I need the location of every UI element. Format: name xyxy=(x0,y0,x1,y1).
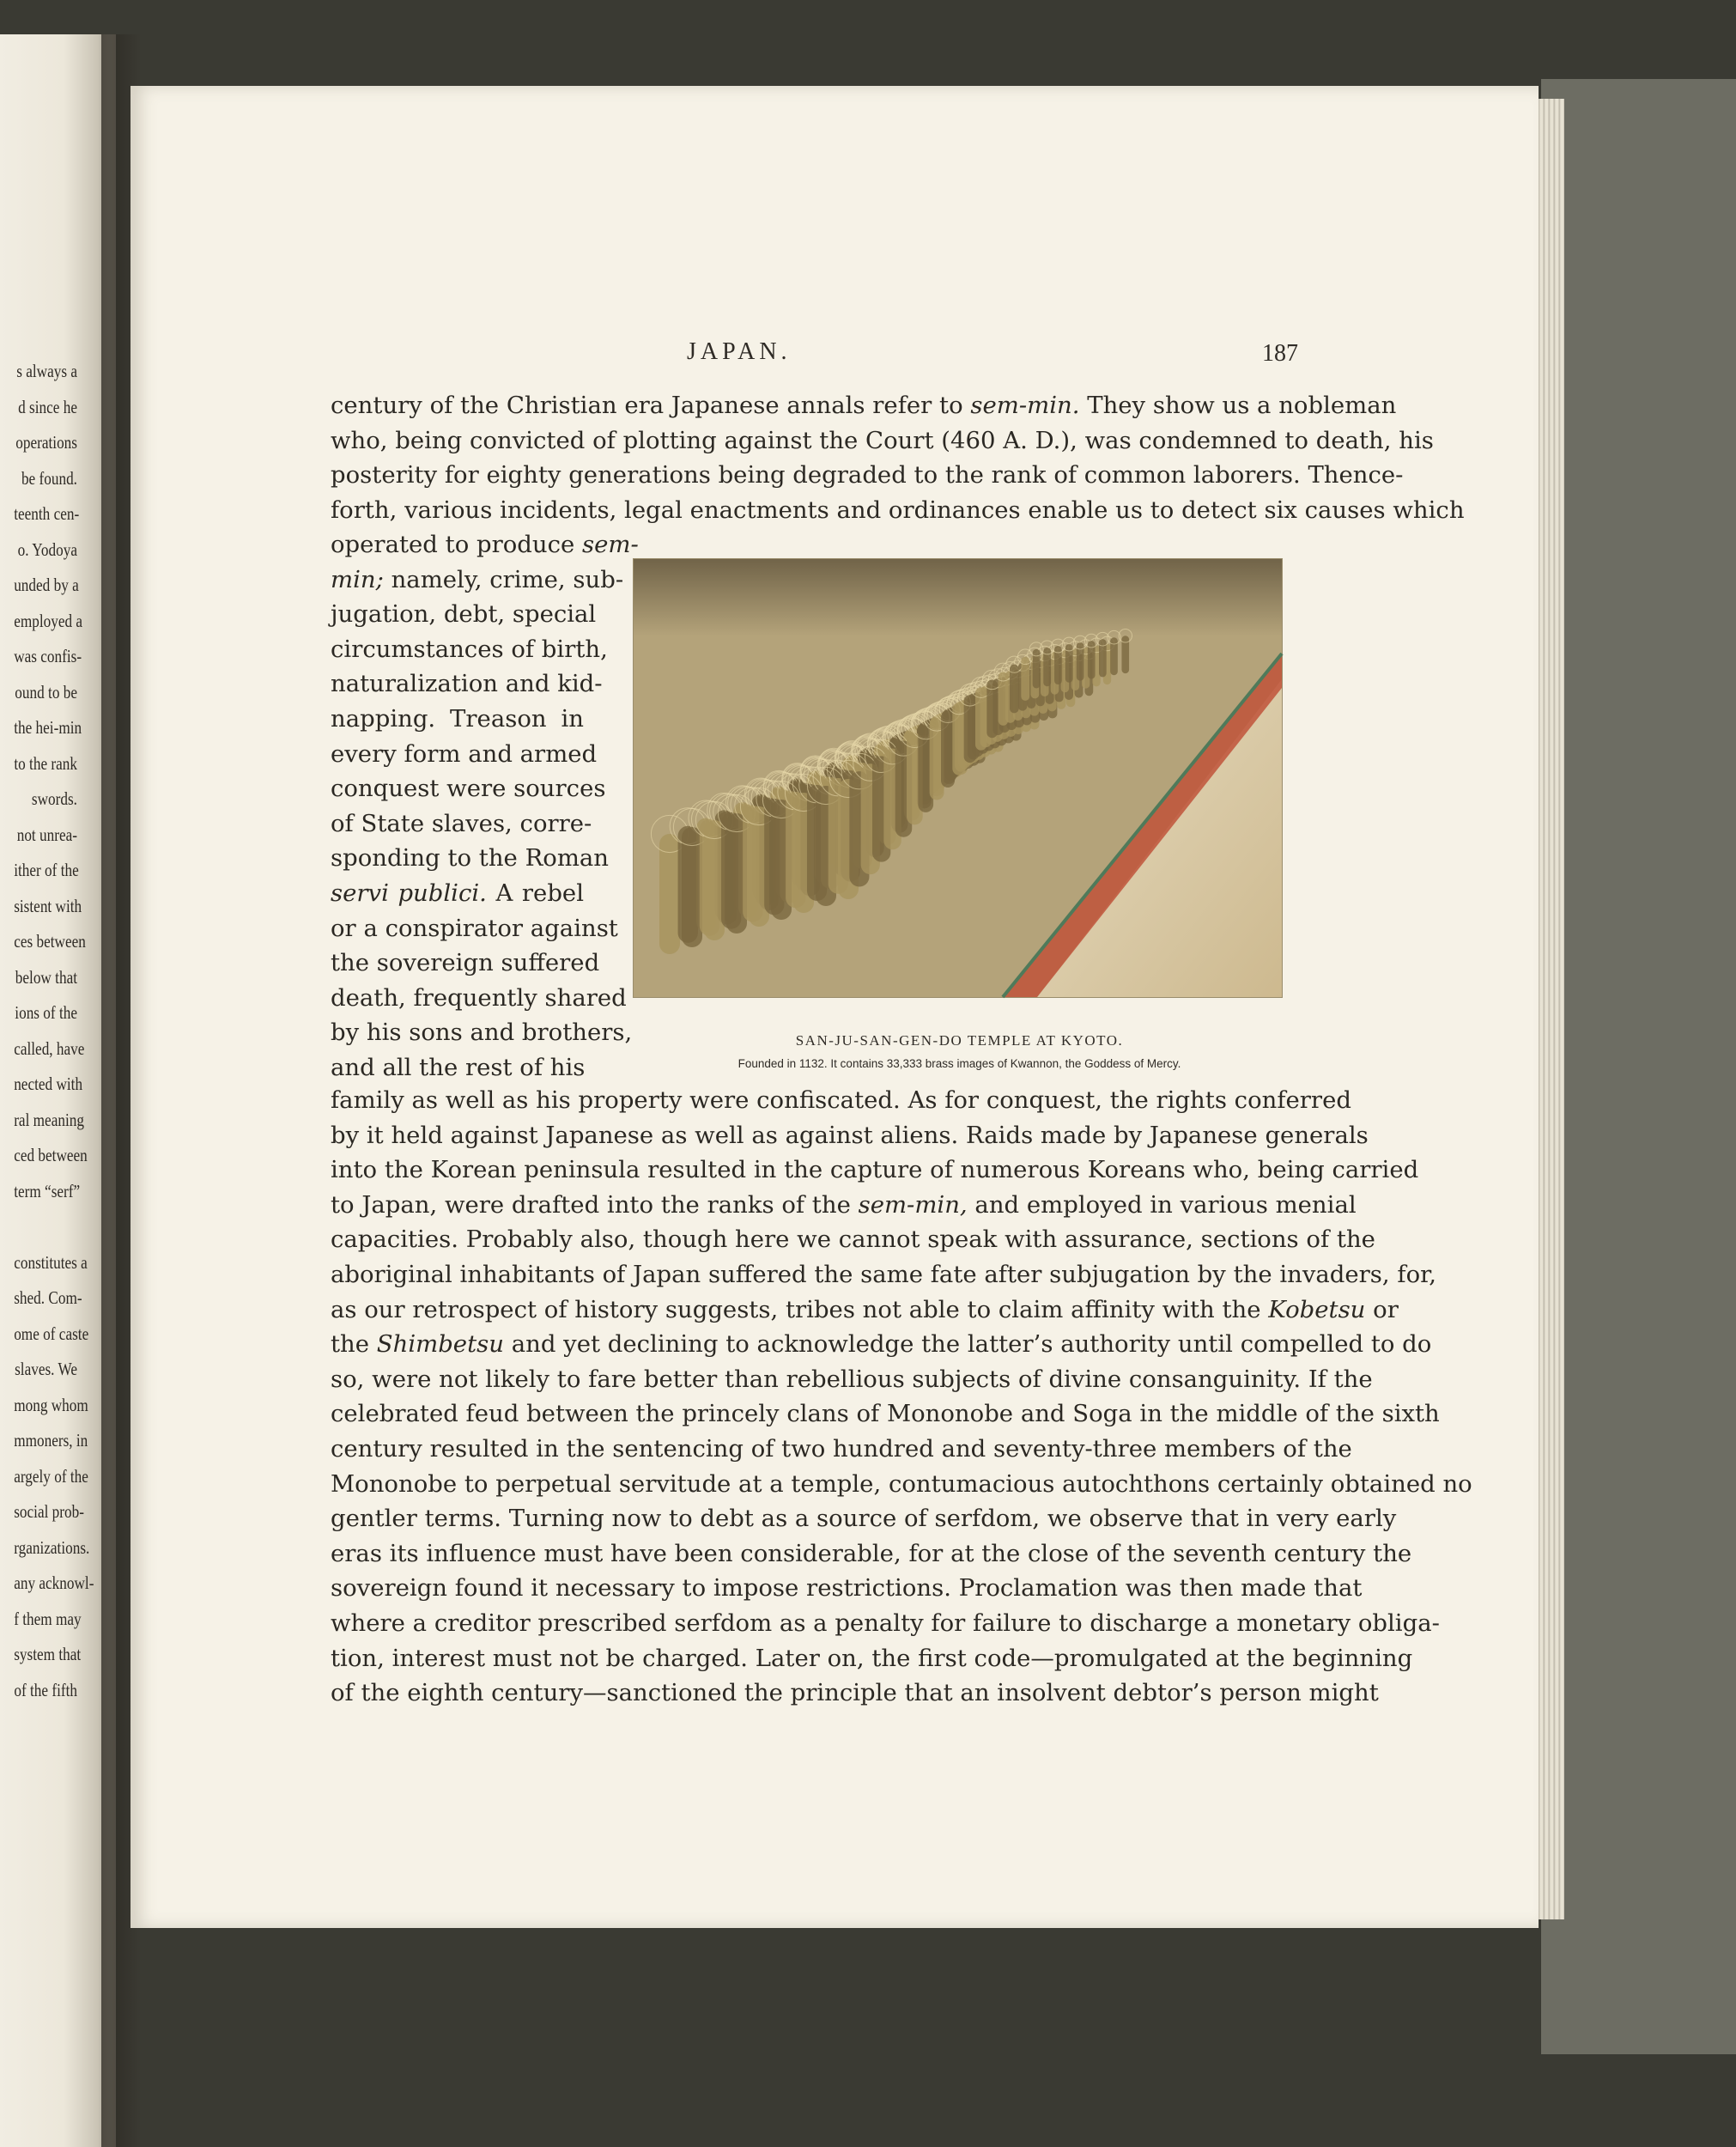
text-line: century resulted in the sentencing of two hundred and seventy-three members of the xyxy=(331,1434,1352,1463)
text-line: forth, various incidents, legal enactments and ordinances enable us to detect six causes which xyxy=(331,496,1465,524)
previous-page-text-fragment: s always a xyxy=(16,361,77,381)
running-head: JAPAN. xyxy=(687,338,792,365)
statue-figure xyxy=(1099,639,1107,677)
text-line: celebrated feud between the princely clans of Mononobe and Soga in the middle of the sixth xyxy=(331,1400,1440,1428)
text-line: into the Korean peninsula resulted in the capture of numerous Koreans who, being carried xyxy=(331,1156,1419,1184)
statue-figure xyxy=(1065,644,1073,683)
previous-page-text-fragment: swords. xyxy=(31,788,77,809)
previous-page-text-fragment: term “serf” xyxy=(14,1180,81,1201)
previous-page-text-fragment: ral meaning xyxy=(14,1109,84,1130)
previous-page-edge xyxy=(0,34,116,2147)
previous-page-text-fragment: mong whom xyxy=(14,1394,88,1415)
statue-figure xyxy=(1077,642,1084,681)
text-line: to Japan, were drafted into the ranks of the sem-min, and employed in various menial xyxy=(331,1190,1357,1219)
previous-page-text-fragment: not unrea- xyxy=(16,824,78,845)
previous-page-text-fragment: be found. xyxy=(21,467,77,489)
text-line: or a conspirator against xyxy=(331,914,618,942)
previous-page-text-fragment: employed a xyxy=(14,610,83,631)
text-line: sponding to the Roman xyxy=(331,844,610,873)
text-line: circumstances of birth, xyxy=(331,635,608,663)
text-line: min; namely, crime, sub- xyxy=(331,565,624,593)
text-line: conquest were sources xyxy=(331,775,606,803)
previous-page-text-fragment: was confis- xyxy=(14,646,82,666)
previous-page-text-fragment: slaves. We xyxy=(15,1359,78,1379)
text-line: by his sons and brothers, xyxy=(331,1019,633,1047)
statue-figure xyxy=(1110,637,1118,675)
text-line: operated to produce sem- xyxy=(331,531,639,558)
text-line: sovereign found it necessary to impose restrictions. Proclamation was then made that xyxy=(331,1574,1363,1603)
text-line: of the eighth century—sanctioned the principle that an insolvent debtor’s person might xyxy=(331,1679,1379,1707)
previous-page-text-fragment: sistent with xyxy=(14,895,82,916)
statue-figure xyxy=(682,827,702,947)
previous-page-text-fragment: any acknowl- xyxy=(14,1572,94,1593)
previous-page-text-fragment: system that xyxy=(14,1644,82,1664)
text-line: century of the Christian era Japanese annals refer to sem-min. They show us a nobleman xyxy=(331,392,1397,419)
text-line: of State slaves, corre- xyxy=(331,809,592,837)
previous-page-text-fragment: shed. Com- xyxy=(14,1287,82,1308)
text-line: so, were not likely to fare better than rebellious subjects of divine consanguinity. If the xyxy=(331,1365,1373,1393)
text-line: and all the rest of his xyxy=(331,1053,586,1081)
body-text-top xyxy=(331,388,1465,527)
text-line: jugation, debt, special xyxy=(331,600,597,629)
previous-page-text-fragment: ces between xyxy=(14,931,86,952)
text-line: every form and armed xyxy=(331,739,598,768)
previous-page-text-fragment: argely of the xyxy=(14,1465,88,1487)
previous-page-text-fragment: to the rank xyxy=(14,752,78,774)
temple-photograph xyxy=(633,558,1283,998)
previous-page-text-fragment: called, have xyxy=(14,1037,85,1059)
previous-page-text-fragment: ither of the xyxy=(14,860,79,880)
text-line: where a creditor prescribed serfdom as a penalty for failure to discharge a monetary obliga- xyxy=(331,1609,1440,1637)
statue-figure xyxy=(1121,636,1129,673)
previous-page-text-fragment: nected with xyxy=(14,1074,83,1094)
previous-page-text-fragment: teenth cen- xyxy=(14,503,80,524)
previous-page-text-fragment: mmoners, in xyxy=(14,1430,88,1451)
body-text-left-column xyxy=(331,527,639,1086)
previous-page-text-fragment: rganizations. xyxy=(14,1536,90,1558)
text-line: as our retrospect of history suggests, tribes not able to claim affinity with the Kobetsu xyxy=(331,1295,1366,1323)
text-line: posterity for eighty generations being degraded to the rank of common laborers. Thence- xyxy=(331,461,1404,490)
statue-figure xyxy=(1088,641,1096,678)
text-line: gentler terms. Turning now to debt as a source of serfdom, we observe that in very early xyxy=(331,1505,1397,1533)
text-line: napping. Treason in xyxy=(331,704,584,733)
previous-page-text-fragment: ome of caste xyxy=(14,1323,89,1344)
text-line: Mononobe to perpetual servitude at a temple, contumacious autochthons certainly obtained no xyxy=(331,1469,1472,1498)
previous-page-text-fragment: f them may xyxy=(14,1608,82,1629)
previous-page-text-fragment: of the fifth xyxy=(14,1679,78,1700)
text-line: servi publici. A rebel xyxy=(331,879,584,907)
book-cover-edge xyxy=(1541,79,1736,2054)
text-line: death, frequently shared xyxy=(331,983,627,1012)
text-line: aboriginal inhabitants of Japan suffered the same fate after subjugation by the invaders, for, xyxy=(331,1260,1437,1288)
text-line: tion, interest must not be charged. Later on, the first code—promulgated at the beginning xyxy=(331,1644,1413,1672)
previous-page-text-fragment: unded by a xyxy=(14,575,79,595)
text-line: the Shimbetsu and yet declining to acknowledge the latter’s authority until compelled to do xyxy=(331,1330,1432,1359)
text-line: who, being convicted of plotting against the Court (460 A. D.), was condemned to death, his xyxy=(331,426,1434,454)
previous-page-text-fragment: operations xyxy=(15,432,77,453)
previous-page-text-fragment: ced between xyxy=(14,1145,88,1165)
previous-page-text-fragment: d since he xyxy=(18,396,77,417)
page-number: 187 xyxy=(1262,340,1298,367)
figure-caption-subtitle: Founded in 1132. It contains 33,333 brass images of Kwannon, the Goddess of Mercy. xyxy=(737,1057,1181,1070)
text-line: naturalization and kid- xyxy=(331,670,603,698)
previous-page-text-fragment: ound to be xyxy=(15,681,77,702)
statue-figure xyxy=(1054,646,1062,684)
previous-page-text-fragment: ions of the xyxy=(15,1002,77,1023)
figure-caption-title: SAN-JU-SAN-GEN-DO TEMPLE AT KYOTO. xyxy=(795,1032,1124,1049)
previous-page-text-fragment: o. Yodoya xyxy=(17,538,78,560)
statue-figure xyxy=(659,834,680,954)
text-line: family as well as his property were confiscated. As for conquest, the rights conferred xyxy=(331,1086,1351,1114)
previous-page-text-fragment: below that xyxy=(15,966,77,988)
text-line: eras its influence must have been considerable, for at the close of the seventh century the xyxy=(331,1539,1412,1567)
text-line: by it held against Japanese as well as against aliens. Raids made by Japanese generals xyxy=(331,1121,1369,1149)
previous-page-text-fragment: constitutes a xyxy=(14,1251,88,1273)
body-text-bottom xyxy=(331,1083,1472,1711)
previous-page-text-fragment: social prob- xyxy=(14,1501,84,1522)
text-line: capacities. Probably also, though here we cannot speak with assurance, sections of the xyxy=(331,1226,1375,1254)
text-line: the sovereign suffered xyxy=(331,949,600,977)
previous-page-text-fragment: the hei-min xyxy=(14,717,82,738)
